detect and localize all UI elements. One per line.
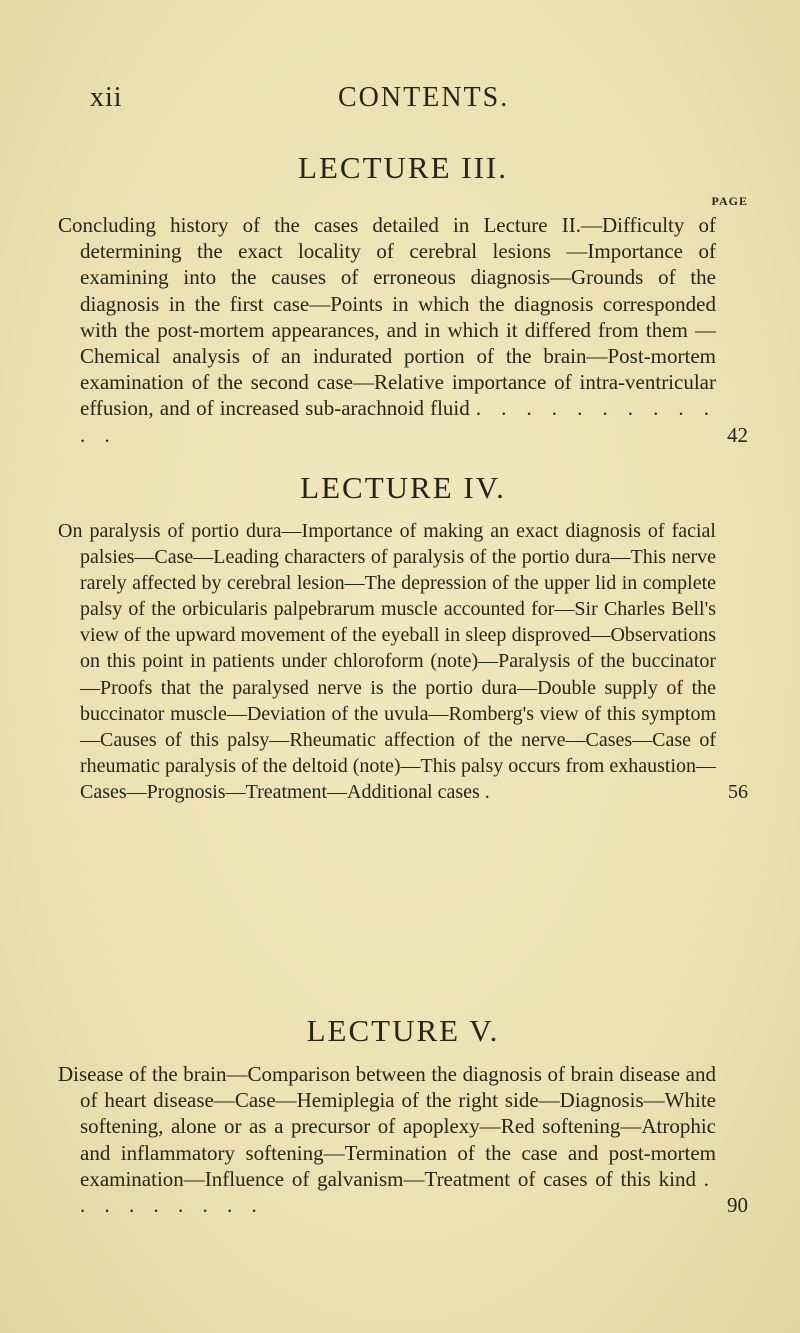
lecture-iv-section: [58, 470, 748, 825]
running-head: [90, 82, 730, 122]
lecture-v-title: LECTURE V.: [306, 1013, 500, 1048]
lecture-v-text: Disease of the brain—Comparison between the diagnosis of brain disease and of heart disease—Case—Hemiplegia of the right side—Diagnosis—White softening, alone or as a precursor of apoplexy—Red softening—Atrophic and inflammatory softening—Termination of the case and post-mortem examination—Influence of galvanism—Treatment of cases of this kind: [58, 1062, 716, 1191]
lecture-iii-text: Concluding history of the cases detailed in Lecture II.—Difficulty of determining the exact locality of cerebral lesions —Importance of examining into the causes of erroneous diagnosis—Grounds of the diagnosis in the first case—Points in which the diagnosis corresponded with the post-mortem appearances, and in which it differed from them —Chemical analysis of an indurated portion of the brain—Post-mortem examination of the second case—Relative importance of intra-ventricular effusion, and of increased sub-arachnoid fluid: [58, 213, 716, 421]
lecture-v-section: [58, 1013, 748, 1239]
lecture-v-leader: . . . . . . . . .: [80, 1166, 716, 1218]
lecture-iv-summary: [58, 518, 748, 805]
lecture-iv-text: On paralysis of portio dura—Importance of making an exact diagnosis of facial palsies—Case—Leading characters of paralysis of the portio dura—This nerve rarely affected by cerebral lesion—The depression of the upper lid in complete palsy of the orbicularis palpebrarum muscle accounted for—Sir Charles Bell's view of the upward movement of the eyeball in sleep disproved—Observations on this point in patients under chloroform (note)—Paralysis of the buccinator—Proofs that the paralysed nerve is the portio dura—Double supply of the buccinator muscle—Deviation of the uvula—Romberg's view of this symptom—Causes of this palsy—Rheumatic affection of the nerve—Cases—Case of rheumatic paralysis of the deltoid (note)—This palsy occurs from exhaustion—Cases—Prognosis—Treatment—Additional cases: [58, 520, 716, 803]
lecture-iv-page-ref: 56: [728, 780, 748, 803]
page-column-label: PAGE: [711, 194, 748, 208]
lecture-v-page-ref: 90: [727, 1193, 748, 1218]
lecture-iii-title: LECTURE III.: [298, 150, 508, 185]
lecture-iii-leader: . . . . . . . . . . . .: [80, 396, 717, 447]
lecture-iii-section: [58, 150, 748, 469]
running-title: CONTENTS.: [338, 82, 510, 113]
lecture-iii-summary: [58, 212, 748, 448]
page-number: xii: [90, 82, 123, 113]
lecture-iv-leader: .: [484, 780, 497, 803]
lecture-iii-page-ref: 42: [727, 422, 748, 447]
lecture-v-summary: [58, 1061, 748, 1218]
lecture-iv-title: LECTURE IV.: [300, 470, 506, 505]
